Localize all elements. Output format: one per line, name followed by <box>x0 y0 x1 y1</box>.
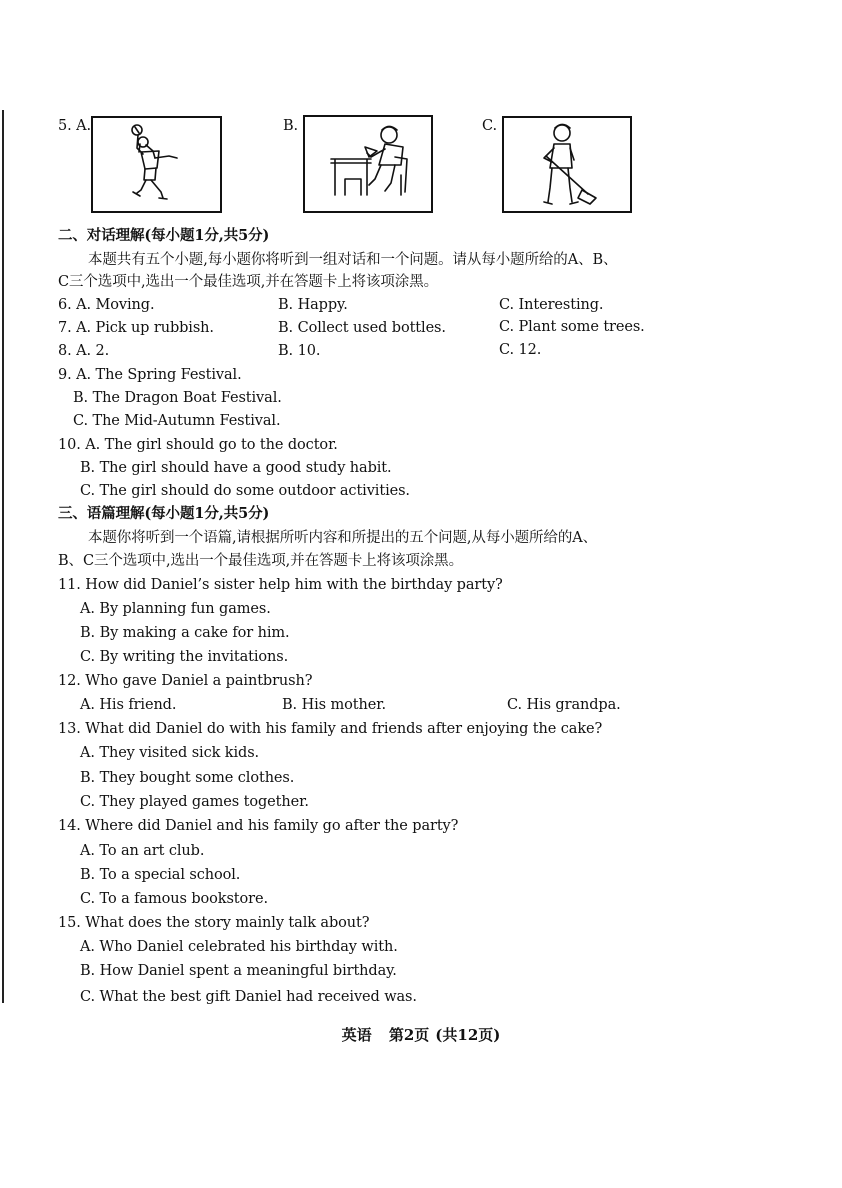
q14-option-b[interactable]: B. To a special school. <box>80 867 241 883</box>
picture-option-b[interactable] <box>303 115 433 213</box>
q13-option-a[interactable]: A. They visited sick kids. <box>80 745 260 761</box>
q15-question: 15. What does the story mainly talk about? <box>58 915 370 931</box>
section3-instruction-line2: B、C三个选项中,选出一个最佳选项,并在答题卡上将该项涂黑。 <box>58 553 463 569</box>
q14-question: 14. Where did Daniel and his family go after the party? <box>58 818 459 834</box>
q10-option-b[interactable]: B. The girl should have a good study habit. <box>80 460 392 476</box>
q11-question: 11. How did Daniel’s sister help him with the birthday party? <box>58 577 503 593</box>
q12-option-c[interactable]: C. His grandpa. <box>507 697 621 713</box>
section2-instruction-line2: C三个选项中,选出一个最佳选项,并在答题卡上将该项涂黑。 <box>58 274 439 290</box>
q15-option-b[interactable]: B. How Daniel spent a meaningful birthday. <box>80 963 397 979</box>
section3-instruction-line1: 本题你将听到一个语篇,请根据所听内容和所提出的五个问题,从每小题所给的A、 <box>88 530 597 546</box>
q13-option-c[interactable]: C. They played games together. <box>80 794 309 810</box>
q5-option-c-label: C. <box>482 118 497 134</box>
q9-option-b[interactable]: B. The Dragon Boat Festival. <box>73 390 282 406</box>
q5-option-b-label: B. <box>283 118 299 134</box>
q14-option-a[interactable]: A. To an art club. <box>80 843 205 859</box>
q11-option-c[interactable]: C. By writing the invitations. <box>80 649 289 665</box>
basketball-player-icon <box>93 118 220 211</box>
q7-option-a[interactable]: 7. A. Pick up rubbish. <box>58 320 214 336</box>
q7-option-c[interactable]: C. Plant some trees. <box>499 319 645 335</box>
q8-option-c[interactable]: C. 12. <box>499 342 542 358</box>
q6-option-c[interactable]: C. Interesting. <box>499 297 604 313</box>
q11-option-b[interactable]: B. By making a cake for him. <box>80 625 290 641</box>
boy-reading-icon <box>305 117 431 211</box>
boy-sweeping-icon <box>504 118 630 211</box>
q8-option-a[interactable]: 8. A. 2. <box>58 343 110 359</box>
q10-option-c[interactable]: C. The girl should do some outdoor activities. <box>80 483 410 499</box>
q8-option-b[interactable]: B. 10. <box>278 343 321 359</box>
picture-option-c[interactable] <box>502 116 632 213</box>
q9-option-a[interactable]: 9. A. The Spring Festival. <box>58 367 242 383</box>
footer-total-pages: (共12页) <box>435 1026 501 1044</box>
q6-option-b[interactable]: B. Happy. <box>278 297 348 313</box>
q11-option-a[interactable]: A. By planning fun games. <box>80 601 271 617</box>
footer-subject: 英语 <box>341 1026 372 1044</box>
q13-option-b[interactable]: B. They bought some clothes. <box>80 770 295 786</box>
q12-question: 12. Who gave Daniel a paintbrush? <box>58 673 313 689</box>
q15-option-a[interactable]: A. Who Daniel celebrated his birthday with. <box>80 939 398 955</box>
footer-page-number: 第2页 <box>388 1026 430 1044</box>
q6-option-a[interactable]: 6. A. Moving. <box>58 297 155 313</box>
q7-option-b[interactable]: B. Collect used bottles. <box>278 320 446 336</box>
q10-option-a[interactable]: 10. A. The girl should go to the doctor. <box>58 437 338 453</box>
section2-instruction-line1: 本题共有五个小题,每小题你将听到一组对话和一个问题。请从每小题所给的A、B、 <box>88 252 618 268</box>
page-footer <box>0 1024 842 1045</box>
section3-heading: 三、语篇理解(每小题1分,共5分) <box>58 505 270 522</box>
section2-heading: 二、对话理解(每小题1分,共5分) <box>58 227 270 244</box>
q12-option-b[interactable]: B. His mother. <box>282 697 386 713</box>
picture-option-a[interactable] <box>91 116 222 213</box>
q9-option-c[interactable]: C. The Mid-Autumn Festival. <box>73 413 281 429</box>
binding-margin-line <box>2 110 4 1003</box>
q13-question: 13. What did Daniel do with his family and friends after enjoying the cake? <box>58 721 603 737</box>
q15-option-c[interactable]: C. What the best gift Daniel had received was. <box>80 989 417 1005</box>
q5-label: 5. A. <box>58 118 92 134</box>
q12-option-a[interactable]: A. His friend. <box>80 697 177 713</box>
q14-option-c[interactable]: C. To a famous bookstore. <box>80 891 268 907</box>
